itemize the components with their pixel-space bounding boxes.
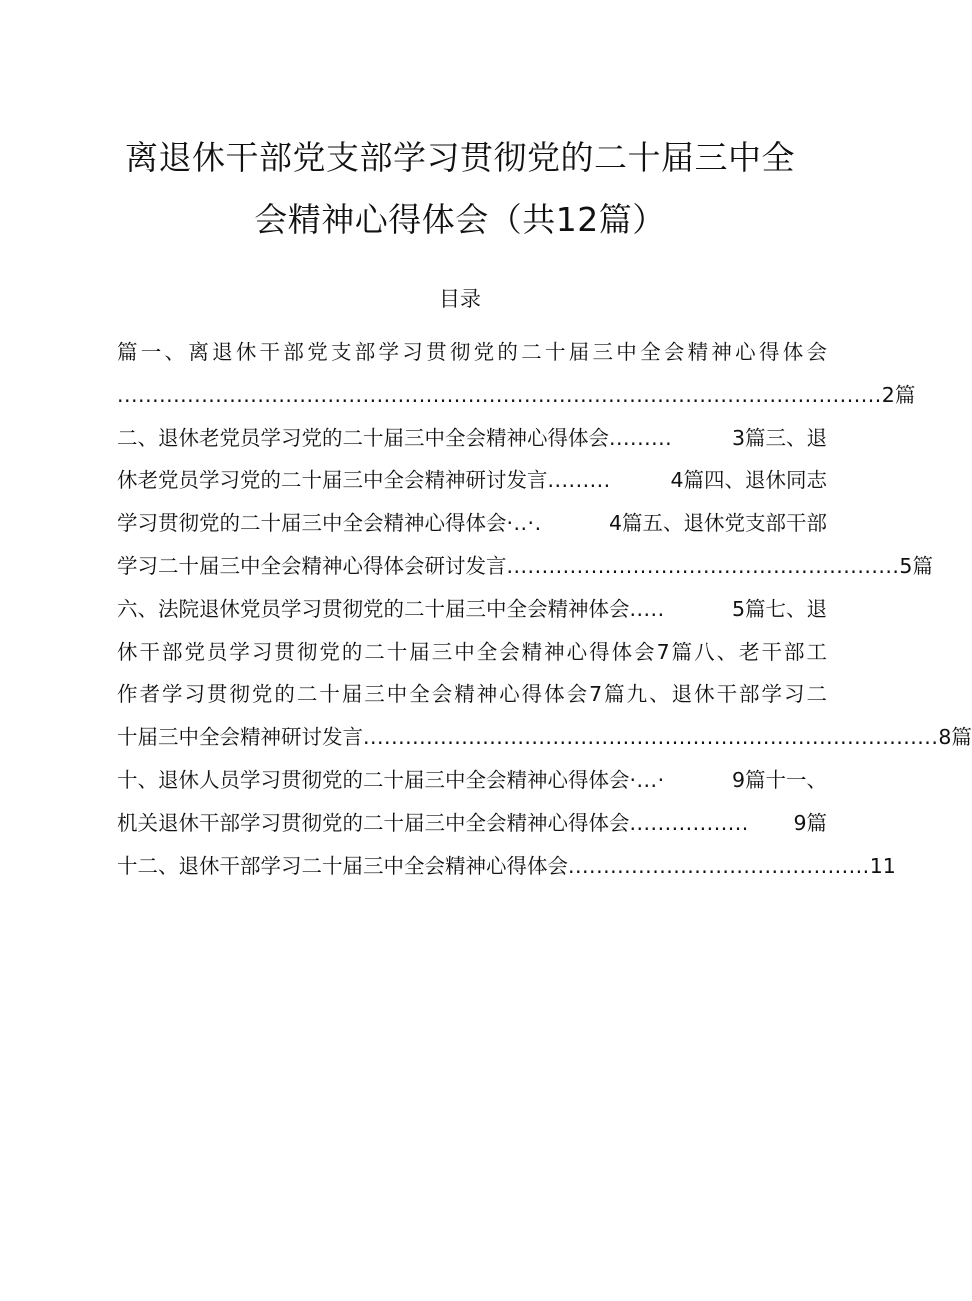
toc-dot-leader: ·...· <box>629 768 665 792</box>
toc-page-number: 2篇 <box>881 382 916 407</box>
toc-line[interactable] <box>117 464 827 496</box>
toc-line-text: 十届三中全会精神研讨发言 <box>117 725 363 750</box>
toc-line-text: 机关退休干部学习贯彻党的二十届三中全会精神心得体会 <box>117 810 630 835</box>
toc-line-text: 六、法院退休党员学习贯彻党的二十届三中全会精神体会 <box>117 596 630 621</box>
toc-line-text: 休干部党员学习贯彻党的二十届三中全会精神心得体会7篇八、老干部工 <box>117 639 827 664</box>
toc-line[interactable] <box>117 678 827 710</box>
toc-line[interactable] <box>117 550 933 582</box>
toc-line-text: 十二、退休干部学习二十届三中全会精神心得体会 <box>117 853 568 878</box>
toc-dot-leader: ..... <box>629 596 665 621</box>
document-title-line-1: 离退休干部党支部学习贯彻党的二十届三中全 <box>125 138 795 177</box>
toc-page-number: 4篇五、退休党支部干部 <box>608 511 827 536</box>
toc-line[interactable] <box>117 636 827 668</box>
toc-line[interactable] <box>117 336 827 368</box>
toc-line[interactable] <box>117 593 827 625</box>
toc-dot-leader: ......... <box>609 425 673 450</box>
toc-line-text: 作者学习贯彻党的二十届三中全会精神心得体会7篇九、退休干部学习二 <box>117 682 827 707</box>
toc-line[interactable] <box>117 850 896 882</box>
toc-line-text: 二、退休老党员学习党的二十届三中全会精神心得体会 <box>117 425 609 450</box>
toc-page-number: 8篇 <box>938 725 972 750</box>
toc-line[interactable] <box>117 507 827 539</box>
toc-dot-leader: ............................................................................................................. <box>117 382 882 407</box>
toc-page-number: 5篇七、退 <box>731 596 827 621</box>
toc-page-number: 9篇 <box>793 810 827 835</box>
toc-line-text: 学习贯彻党的二十届三中全会精神心得体会 <box>117 511 507 536</box>
toc-dot-leader: ........................................................ <box>506 554 900 578</box>
toc-dot-leader: ......... <box>547 468 611 493</box>
toc-page-number: 9篇十一、 <box>731 768 827 792</box>
toc-line[interactable] <box>117 764 827 796</box>
toc-heading: 目录 <box>439 287 481 311</box>
document-title-line-2: 会精神心得体会（共12篇） <box>254 200 666 239</box>
toc-page-number: 5篇 <box>899 554 933 578</box>
toc-dot-leader: .................................................................................. <box>363 725 939 750</box>
toc-page-number: 3篇三、退 <box>731 425 827 450</box>
toc-line-text: 学习二十届三中全会精神心得体会研讨发言 <box>117 554 507 578</box>
toc-page-number: 11 <box>869 853 896 878</box>
toc-line-text: 十、退休人员学习贯彻党的二十届三中全会精神心得体会 <box>117 768 630 792</box>
toc-line[interactable] <box>117 721 972 753</box>
toc-dot-leader: ................. <box>629 810 749 835</box>
toc-line-text: 篇一、离退休干部党支部学习贯彻党的二十届三中全会精神心得体会 <box>117 340 827 364</box>
toc-dot-leader: ·..·. <box>506 511 542 536</box>
toc-line-text: 休老党员学习党的二十届三中全会精神研讨发言 <box>117 468 548 493</box>
toc-line[interactable] <box>117 379 916 411</box>
toc-dot-leader: ........................................... <box>568 853 870 878</box>
toc-line[interactable] <box>117 807 827 839</box>
toc-page-number: 4篇四、退休同志 <box>670 468 827 493</box>
toc-line[interactable] <box>117 422 827 454</box>
